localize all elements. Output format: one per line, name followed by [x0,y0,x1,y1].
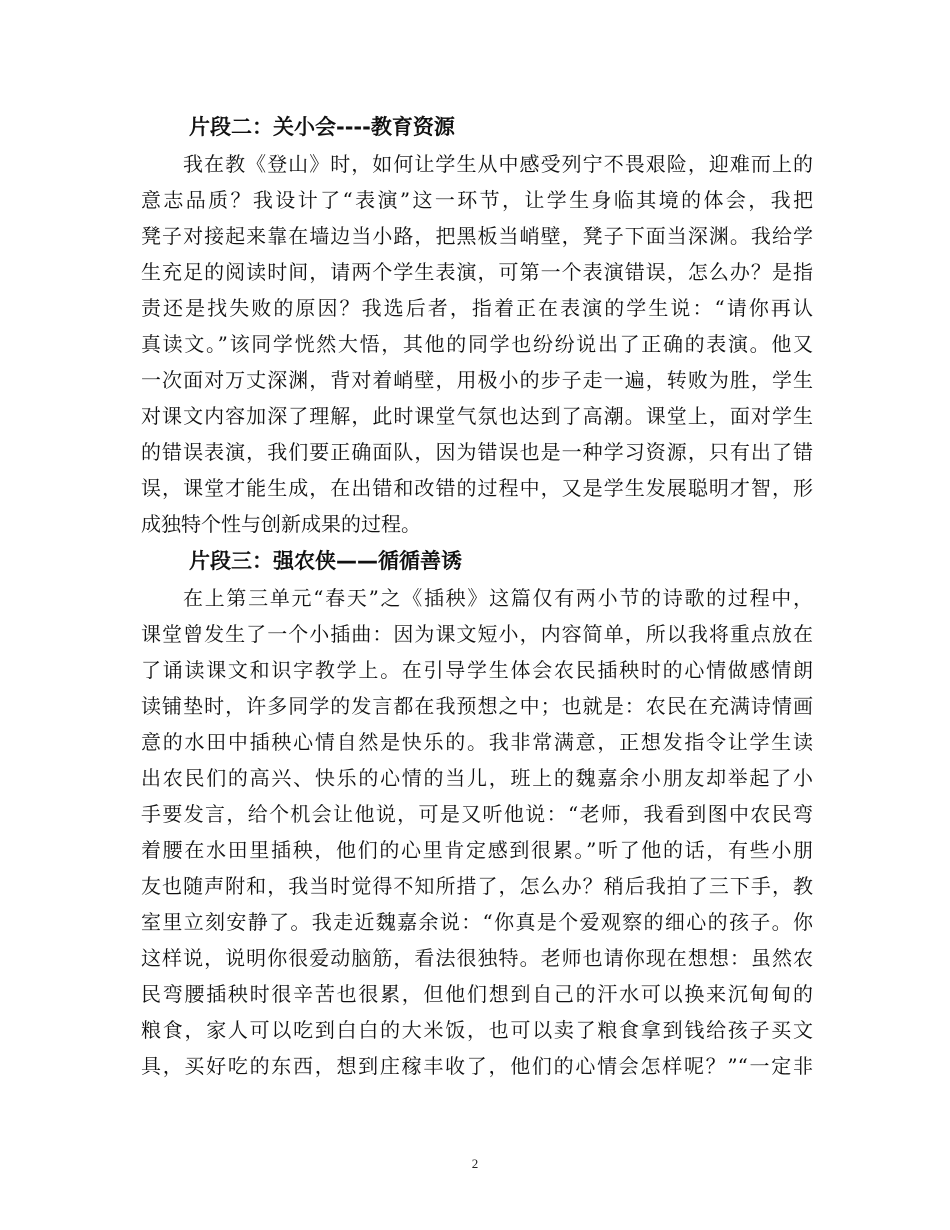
paragraph-line: 真读文。”该同学恍然大悟，其他的同学也纷纷说出了正确的表演。他又 [141,332,813,356]
page-number: 2 [471,1156,479,1171]
paragraph-line: 一次面对万丈深渊，背对着峭壁，用极小的步子走一遍，转败为胜，学生 [141,368,813,392]
document-body [141,108,813,1084]
section-paragraph-3 [141,580,813,1084]
paragraph-line: 了诵读课文和识字教学上。在引导学生体会农民插秧时的心情做感情朗 [141,658,813,682]
paragraph-line: 手要发言，给个机会让他说，可是又听他说：“老师，我看到图中农民弯 [141,802,813,826]
paragraph-line: 课堂曾发生了一个小插曲：因为课文短小，内容简单，所以我将重点放在 [141,622,813,646]
paragraph-line: 读铺垫时，许多同学的发言都在我预想之中；也就是：农民在充满诗情画 [141,694,813,718]
paragraph-line: 责还是找失败的原因？我选后者，指着正在表演的学生说：“请你再认 [141,296,813,320]
section-paragraph-2 [141,146,813,542]
paragraph-line: 民弯腰插秧时很辛苦也很累，但他们想到自己的汗水可以换来沉甸甸的 [141,982,813,1006]
paragraph-line: 这样说，说明你很爱动脑筋，看法很独特。老师也请你现在想想：虽然农 [141,946,813,970]
paragraph-line: 室里立刻安静了。我走近魏嘉余说：“你真是个爱观察的细心的孩子。你 [141,910,813,934]
paragraph-line: 凳子对接起来靠在墙边当小路，把黑板当峭壁，凳子下面当深渊。我给学 [141,224,813,248]
paragraph-line: 在上第三单元“春天”之《插秧》这篇仅有两小节的诗歌的过程中， [183,586,813,610]
section-heading-2: 片段二：关小会----教育资源 [189,115,455,139]
paragraph-line: 着腰在水田里插秧，他们的心里肯定感到很累。”听了他的话，有些小朋 [141,838,813,862]
paragraph-line: 友也随声附和，我当时觉得不知所措了，怎么办？稍后我拍了三下手，教 [141,874,813,898]
section-heading-3: 片段三：强农侠——循循善诱 [189,549,462,573]
paragraph-line: 意的水田中插秧心情自然是快乐的。我非常满意，正想发指令让学生读 [141,730,813,754]
paragraph-line: 对课文内容加深了理解，此时课堂气氛也达到了高潮。课堂上，面对学生 [141,404,813,428]
paragraph-line: 误，课堂才能生成，在出错和改错的过程中，又是学生发展聪明才智，形 [141,476,813,500]
paragraph-line: 成独特个性与创新成果的过程。 [141,512,421,536]
paragraph-line: 粮食，家人可以吃到白白的大米饭，也可以卖了粮食拿到钱给孩子买文 [141,1018,813,1042]
paragraph-line: 我在教《登山》时，如何让学生从中感受列宁不畏艰险，迎难而上的 [183,152,813,176]
paragraph-line: 意志品质？我设计了“表演”这一环节，让学生身临其境的体会，我把 [141,188,813,212]
paragraph-line: 的错误表演，我们要正确面队，因为错误也是一种学习资源，只有出了错 [141,440,813,464]
paragraph-line: 出农民们的高兴、快乐的心情的当儿，班上的魏嘉余小朋友却举起了小 [141,766,813,790]
paragraph-line: 生充足的阅读时间，请两个学生表演，可第一个表演错误，怎么办？是指 [141,260,813,284]
paragraph-line: 具，买好吃的东西，想到庄稼丰收了，他们的心情会怎样呢？”“一定非 [141,1054,813,1078]
